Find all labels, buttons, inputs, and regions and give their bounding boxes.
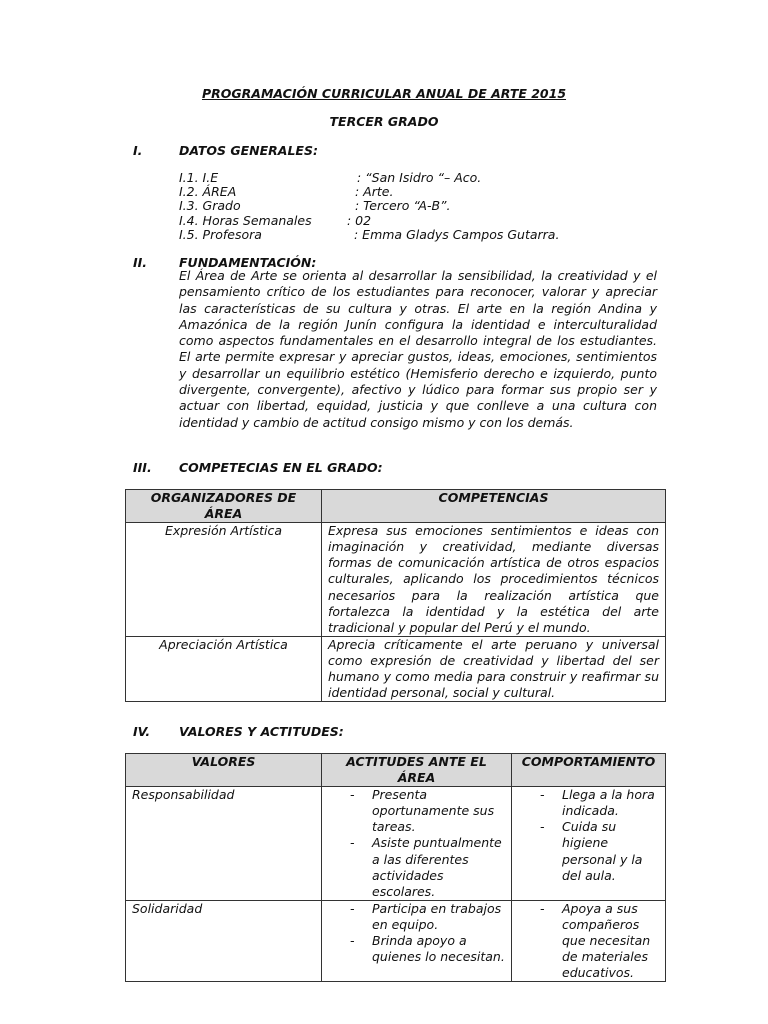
table-row: [126, 787, 666, 901]
competence-cell: Aprecia críticamente el arte peruano y universal como expresión de creatividad y libertad del ser humano y como media para construir y reafirmar su identidad personal, social y cultural.: [322, 636, 666, 701]
table-header-row: [126, 754, 666, 787]
general-data-label: I.3. Grado: [179, 198, 241, 213]
section-2-number: II.: [133, 255, 148, 270]
value-cell: Solidaridad: [126, 900, 322, 981]
organizer-cell: Apreciación Artística: [126, 636, 322, 701]
section-3-number: III.: [133, 460, 152, 475]
list-item: - Cuida su higiene personal y la del aula.: [518, 819, 661, 883]
table-header-cell: COMPETENCIAS: [322, 490, 666, 523]
general-data-label: I.2. ÁREA: [179, 184, 237, 199]
general-data-label: I.5. Profesora: [179, 227, 262, 242]
section-4-title: VALORES Y ACTITUDES:: [179, 724, 344, 739]
document-title: PROGRAMACIÓN CURRICULAR ANUAL DE ARTE 2015: [201, 86, 567, 101]
document-subtitle: TERCER GRADO: [329, 114, 439, 129]
table-header-cell: VALORES: [126, 754, 322, 787]
table-header-cell: ACTITUDES ANTE EL ÁREA: [322, 754, 512, 787]
table-header-cell: COMPORTAMIENTO: [512, 754, 666, 787]
organizer-cell: Expresión Artística: [126, 523, 322, 637]
valores-table: [125, 753, 666, 982]
attitudes-cell: [322, 900, 512, 981]
general-data-label: I.4. Horas Semanales: [179, 213, 312, 228]
general-data-label: I.1. I.E: [179, 170, 219, 185]
competencias-table: [125, 489, 666, 702]
general-data-value: : “San Isidro “– Aco.: [357, 170, 482, 185]
list-item: - Brinda apoyo a quienes lo necesitan.: [328, 933, 507, 965]
table-row: [126, 636, 666, 701]
general-data-value: : 02: [347, 213, 372, 228]
competence-cell: Expresa sus emociones sentimientos e ideas con imaginación y creatividad, mediante diversas formas de comunicación artística de otros espacios culturales, aplicando los procedimientos técnicos necesarios para la realización artística que fortalezca la identidad y la estética del arte tradicional y popular del Perú y el mundo.: [322, 523, 666, 637]
table-header-row: [126, 490, 666, 523]
fundamentacion-paragraph: El Área de Arte se orienta al desarrollar la sensibilidad, la creatividad y el pensamiento crítico de los estudiantes para reconocer, valorar y apreciar las características de su cultura y otras. El arte en la región Andina y Amazónica de la región Junín configura la identidad e interculturalidad como aspectos fundamentales en el desarrollo integral de los estudiantes. El arte permite expresar y apreciar gustos, ideas, emociones, sentimientos y desarrollar un equilibrio estético (Hemisferio derecho e izquierdo, punto divergente, convergente), afectivo y lúdico para formar sus propio ser y actuar con libertad, equidad, justicia y que conlleve a una cultura con identidad y cambio de actitud consigo mismo y con los demás.: [179, 268, 657, 430]
table-row: [126, 900, 666, 981]
behaviour-cell: [512, 900, 666, 981]
section-3-title: COMPETECIAS EN EL GRADO:: [179, 460, 383, 475]
section-1-title: DATOS GENERALES:: [179, 143, 318, 158]
behaviour-cell: [512, 787, 666, 901]
general-data-value: : Arte.: [355, 184, 394, 199]
section-1-number: I.: [133, 143, 143, 158]
attitudes-cell: [322, 787, 512, 901]
general-data-value: : Tercero “A-B”.: [355, 198, 451, 213]
list-item: - Presenta oportunamente sus tareas.: [328, 787, 507, 835]
table-header-cell: ORGANIZADORES DE ÁREA: [126, 490, 322, 523]
value-cell: Responsabilidad: [126, 787, 322, 901]
list-item: - Asiste puntualmente a las diferentes actividades escolares.: [328, 835, 507, 899]
list-item: - Participa en trabajos en equipo.: [328, 901, 507, 933]
list-item: - Apoya a sus compañeros que necesitan de materiales educativos.: [518, 901, 661, 981]
general-data-value: : Emma Gladys Campos Gutarra.: [354, 227, 560, 242]
section-4-number: IV.: [133, 724, 151, 739]
list-item: - Llega a la hora indicada.: [518, 787, 661, 819]
table-row: [126, 523, 666, 637]
section-2-title: FUNDAMENTACIÓN:: [179, 255, 317, 270]
